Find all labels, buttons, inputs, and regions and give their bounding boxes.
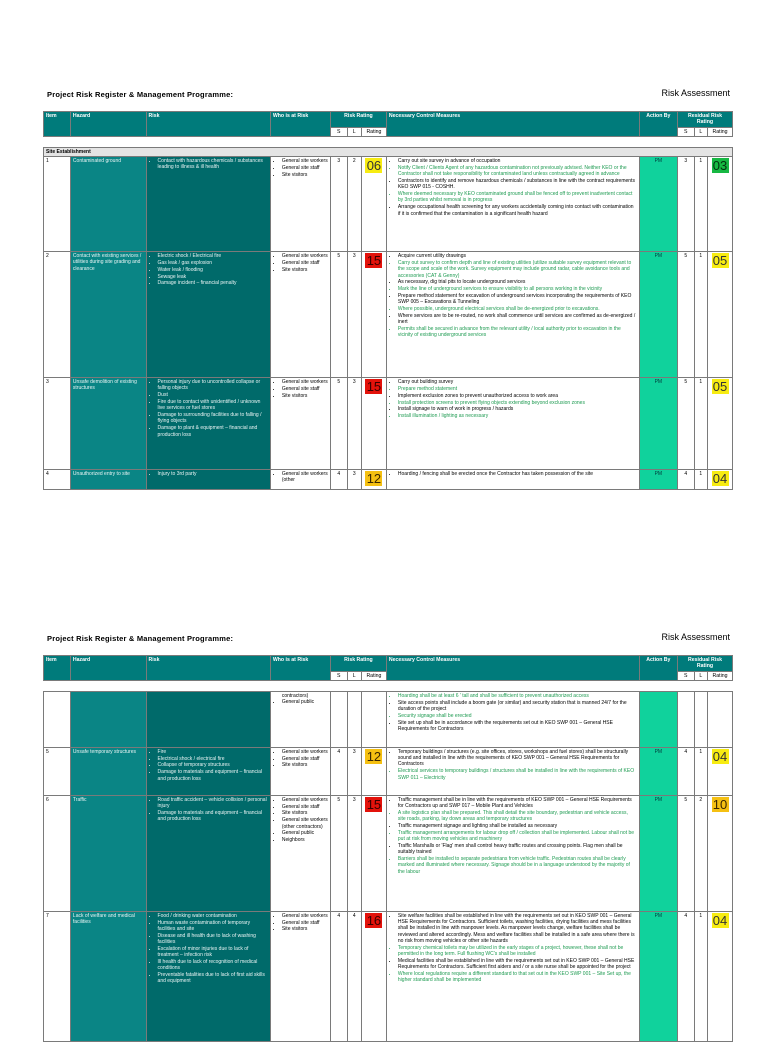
residual-rating-badge: 04 [712, 748, 728, 764]
who-item: • Neighbors [282, 837, 328, 843]
who-item: • General site staff [282, 804, 328, 810]
measures-list [389, 749, 637, 781]
measure-item: • A site logistics plan shall be prepared. This shall detail the site boundary, pedestrian and vehicle access, site roads, parking, lay down areas and temporary structures [398, 810, 637, 823]
who-item: • General site workers [282, 158, 328, 164]
measure-item: • Notify Client / Clients Agent of any hazardous contamination not previously advised. Neither KEO or the Contractor shall not take responsibility for contaminated land unless contractually agreed in advance [398, 165, 637, 178]
likelihood: 3 [347, 470, 362, 490]
col-s: S [330, 127, 347, 136]
who-item: • Site visitors [282, 926, 328, 932]
risk-item: • Disease and ill health due to lack of washing facilities [158, 933, 268, 946]
who-at-risk-cell [270, 747, 330, 795]
measure-item: • Barriers shall be installed to separate pedestrians from vehicle traffic. Pedestrian routes shall be clearly marked and illuminated where necessary. Signage should be in a language understood by the majority of the labour [398, 856, 637, 875]
measure-item: • Mark the line of underground services to ensure visibility to all persons working in the vicinity [398, 286, 637, 292]
measure-item: • Arrange occupational health screening for any workers accidentally coming into contact with contamination if it is confirmed that the contamination is a significant health hazard [398, 204, 637, 217]
residual-severity: 4 [678, 470, 695, 490]
col-hazard: Hazard [70, 656, 146, 681]
action-by-cell: PM [639, 252, 677, 378]
risk-item: • Dust [158, 392, 268, 398]
risk-rating-cell [362, 691, 387, 747]
col-residual-rating: Rating [708, 671, 733, 680]
risk-list [149, 913, 268, 985]
item-number: 3 [44, 378, 71, 470]
col-residual-s: S [678, 671, 695, 680]
hazard-cell: Unsafe temporary structures [70, 747, 146, 795]
risk-item: • Human waste contamination of temporary facilities and site [158, 920, 268, 933]
risk-item: • Collapse of temporary structures [158, 762, 268, 768]
risk-cell [146, 691, 270, 747]
measure-item: • Temporary chemical toilets may be utilized in the early stages of a project, however, these shall not be permitted in the long term. Full flushing WC's shall be installed [398, 945, 637, 958]
risk-item: • Electric shock / Electrical fire [158, 253, 268, 259]
measure-item: • Carry out building survey [398, 379, 637, 385]
risk-item: • Damage incident – financial penalty [158, 280, 268, 286]
col-action-by: Action By [639, 656, 677, 681]
likelihood [347, 691, 362, 747]
residual-rating-badge: 03 [712, 158, 728, 174]
residual-severity: 4 [678, 747, 695, 795]
residual-severity [678, 691, 695, 747]
col-risk: Risk [146, 656, 270, 681]
severity: 4 [330, 747, 347, 795]
risk-item: • Water leak / flooding [158, 267, 268, 273]
measure-item: • Where local regulations require a different standard to that set out in the KEO SWP 001 – Site Set up, the higher standard shall be implemented [398, 971, 637, 984]
col-l: L [347, 671, 362, 680]
measure-item: • Site access points shall include a boom gate (or similar) and security station that is manned 24/7 for the duration of the project [398, 700, 637, 713]
who-item: • General public [282, 699, 328, 705]
risk-item: • Food / drinking water contamination [158, 913, 268, 919]
measure-item: • Traffic management arrangements for labour drop off / collection shall be implemented. Labour shall not be put at risk from moving vehicles and machinery [398, 830, 637, 843]
hazard-cell: Unauthorized entry to site [70, 470, 146, 490]
control-measures-cell [386, 911, 639, 1041]
risk-rating-cell [362, 795, 387, 911]
document-type-2: Risk Assessment [661, 632, 730, 642]
risk-rating-badge: 16 [366, 912, 382, 928]
measure-item: • Prepare method statement for excavation of underground services incorporating the requirements of KEO SWP 005 – Excavations & Tunneling [398, 293, 637, 306]
likelihood: 4 [347, 911, 362, 1041]
measure-item: • Hoarding shall be at least 6 ' tall and shall be sufficient to prevent unauthorized access [398, 693, 637, 699]
col-residual: Residual Risk Rating [678, 656, 733, 672]
who-item: • General site staff [282, 260, 328, 266]
risk-item: • Damage to surrounding facilities due to falling / flying objects [158, 412, 268, 425]
measure-item: • As necessary, dig trial pits to locate underground services [398, 279, 637, 285]
table-row [44, 747, 733, 795]
who-item: • General public [282, 830, 328, 836]
measure-item: • Site welfare facilities shall be established in line with the requirements set out in KEO SWP 001 – General HSE Requirements for Contractors. Sufficient toilets, washing facilities, drying facilities and mess facilities shall be installed in line with manpower levels. As manpower levels change, welfare facilities shall be reviewed and altered accordingly. Mess and welfare facilities shall be installed in a safe area where there is no risk from moving vehicles or other site hazards [398, 913, 637, 944]
col-risk-rating: Risk Rating [330, 656, 386, 672]
risk-rating-badge: 15 [366, 253, 382, 269]
risk-list [149, 797, 268, 823]
col-rating: Rating [362, 127, 387, 136]
residual-severity: 5 [678, 252, 695, 378]
col-residual-s: S [678, 127, 695, 136]
residual-rating-badge: 10 [712, 796, 728, 812]
section-title: Site Establishment [44, 147, 733, 156]
who-at-risk-cell [270, 795, 330, 911]
risk-item: • Damage to plant & equipment – financial and production loss [158, 425, 268, 438]
hazard-cell [70, 691, 146, 747]
action-by-cell: PM [639, 378, 677, 470]
col-risk: Risk [146, 112, 270, 137]
risk-item: • Injury to 3rd party [158, 471, 268, 477]
col-who: Who is at Risk [270, 656, 330, 681]
risk-item: • Damage to materials and equipment – financial and production loss [158, 810, 268, 823]
measure-item: • Medical facilities shall be established in line with the requirements set out in KEO SWP 001 – General HSE Requirements for Contractors. Sufficient first aiders and / or a site nurse shall be appointed for the project [398, 958, 637, 971]
item-number: 2 [44, 252, 71, 378]
col-risk-rating: Risk Rating [330, 112, 386, 128]
measure-item: • Contractors to identify and remove hazardous chemicals / substances in line with the contract requirements KEO SWP 015 - COSHH. [398, 178, 637, 191]
residual-rating-badge: 05 [712, 379, 728, 395]
who-item: • General site workers [282, 749, 328, 755]
action-by-cell [639, 691, 677, 747]
who-item: • General site workers [282, 913, 328, 919]
who-item: • General site workers (other contractors) [282, 817, 328, 830]
risk-item: • Fire [158, 749, 268, 755]
residual-likelihood: 1 [694, 470, 707, 490]
residual-rating-cell [708, 691, 733, 747]
measure-item: • Traffic management shall be in line with the requirements of KEO SWP 001 – General HSE Requirements for Contractors up and SWP 017 – Mobile Plant and Vehicles [398, 797, 637, 810]
action-by-cell: PM [639, 795, 677, 911]
measures-list [389, 913, 637, 984]
measure-item: • Temporary buildings / structures (e.g. site offices, stores, workshops and fuel stores) shall be structurally sound and installed in line with the requirements of KEO SWP 001 – General HSE Requirements for Contractors [398, 749, 637, 768]
who-list [273, 699, 328, 705]
measure-item: • Traffic management signage and lighting shall be installed as necessary [398, 823, 637, 829]
severity: 4 [330, 470, 347, 490]
risk-item: • Sewage leak [158, 274, 268, 280]
who-item: • General site staff [282, 756, 328, 762]
who-at-risk-cell [270, 911, 330, 1041]
residual-rating-badge: 05 [712, 253, 728, 269]
item-number: 7 [44, 911, 71, 1041]
risk-rating-badge: 12 [366, 471, 382, 487]
severity: 5 [330, 795, 347, 911]
risk-item: • Contact with hazardous chemicals / substances leading to illness & ill health [158, 158, 268, 171]
risk-rating-badge: 15 [366, 379, 382, 395]
item-number: 1 [44, 157, 71, 252]
who-item: • Site visitors [282, 810, 328, 816]
who-item: • Site visitors [282, 762, 328, 768]
who-item: • Site visitors [282, 393, 328, 399]
residual-likelihood: 1 [694, 747, 707, 795]
hazard-cell: Lack of welfare and medical facilities [70, 911, 146, 1041]
table-row [44, 911, 733, 1041]
col-s: S [330, 671, 347, 680]
residual-severity: 4 [678, 911, 695, 1041]
severity [330, 691, 347, 747]
who-item: • General site workers [282, 379, 328, 385]
residual-rating-cell [708, 747, 733, 795]
risk-item: • Fire due to contact with unidentified / unknown live services or fuel stores [158, 399, 268, 412]
risk-item: • Gas leak / gas explosion [158, 260, 268, 266]
action-by-cell: PM [639, 157, 677, 252]
col-residual-l: L [694, 127, 707, 136]
who-at-risk-cell [270, 691, 330, 747]
measure-item: • Site set up shall be in accordance with the requirements set out in KEO SWP 001 – General HSE Requirements for Contractors [398, 720, 637, 733]
col-item: Item [44, 656, 71, 681]
measure-item: • Carry out site survey in advance of occupation [398, 158, 637, 164]
document-type: Risk Assessment [661, 88, 730, 98]
item-number: 4 [44, 470, 71, 490]
risk-item: • Electrical shock / electrical fire [158, 756, 268, 762]
document-header-2 [0, 634, 768, 648]
risk-cell [146, 747, 270, 795]
table-row [44, 691, 733, 747]
action-by-cell: PM [639, 747, 677, 795]
document-title-2: Project Risk Register & Management Programme: [47, 634, 234, 643]
document-title: Project Risk Register & Management Programme: [47, 90, 234, 99]
control-measures-cell [386, 691, 639, 747]
likelihood: 2 [347, 157, 362, 252]
likelihood: 3 [347, 795, 362, 911]
risk-rating-cell [362, 911, 387, 1041]
col-measures: Necessary Control Measures [386, 112, 639, 137]
item-number [44, 691, 71, 747]
residual-rating-badge: 04 [712, 471, 728, 487]
col-l: L [347, 127, 362, 136]
risk-rating-badge: 15 [366, 796, 382, 812]
residual-likelihood: 2 [694, 795, 707, 911]
severity: 3 [330, 157, 347, 252]
risk-item: • Ill health due to lack of recognition of medical conditions [158, 959, 268, 972]
residual-likelihood: 1 [694, 252, 707, 378]
col-rating: Rating [362, 671, 387, 680]
residual-likelihood: 1 [694, 157, 707, 252]
action-by-cell: PM [639, 911, 677, 1041]
likelihood: 3 [347, 747, 362, 795]
risk-cell [146, 911, 270, 1041]
who-item: • General site staff [282, 165, 328, 171]
risk-item: • Personal injury due to uncontrolled collapse or falling objects [158, 379, 268, 392]
col-item: Item [44, 112, 71, 137]
residual-likelihood: 1 [694, 378, 707, 470]
risk-cell [146, 795, 270, 911]
hazard-cell: Traffic [70, 795, 146, 911]
risk-rating-badge: 12 [366, 748, 382, 764]
who-item: • General site workers (other [282, 471, 328, 484]
measures-list [389, 693, 637, 732]
residual-severity: 3 [678, 157, 695, 252]
residual-rating-cell [708, 911, 733, 1041]
action-by-cell: PM [639, 470, 677, 490]
measure-item: • Security signage shall be erected [398, 713, 637, 719]
risk-item: • Damage to materials and equipment – financial and production loss [158, 769, 268, 782]
severity: 5 [330, 378, 347, 470]
severity: 5 [330, 252, 347, 378]
col-measures: Necessary Control Measures [386, 656, 639, 681]
item-number: 5 [44, 747, 71, 795]
table-row [44, 795, 733, 911]
risk-item: • Preventable fatalities due to lack of first aid skills and equipment [158, 972, 268, 985]
who-list [273, 913, 328, 933]
risk-rating-badge: 06 [366, 158, 382, 174]
risk-item: • Escalation of minor injuries due to lack of treatment – infection risk [158, 946, 268, 959]
col-action-by: Action By [639, 112, 677, 137]
measure-item: • Where services are to be re-routed, no work shall commence until services are confirmed as de-energized / inert [398, 313, 637, 326]
col-residual-l: L [694, 671, 707, 680]
risk-list [149, 749, 268, 782]
likelihood: 3 [347, 378, 362, 470]
likelihood: 3 [347, 252, 362, 378]
residual-likelihood: 1 [694, 911, 707, 1041]
hazard-cell: Contact with existing services / utilities during site grading and clearance [70, 252, 146, 378]
measure-item: • Hoarding / fencing shall be erected once the Contractor has taken possession of the site [398, 471, 637, 477]
col-who: Who is at Risk [270, 112, 330, 137]
who-item: • General site staff [282, 386, 328, 392]
hazard-cell: Contaminated ground [70, 157, 146, 252]
who-item: • General site staff [282, 920, 328, 926]
residual-severity: 5 [678, 378, 695, 470]
col-residual: Residual Risk Rating [678, 112, 733, 128]
who-list [273, 797, 328, 844]
severity: 4 [330, 911, 347, 1041]
who-item: • Site visitors [282, 267, 328, 273]
table-header-row-2 [44, 656, 733, 672]
who-item: • Site visitors [282, 172, 328, 178]
who-list [273, 749, 328, 769]
measure-item: • Where possible, underground electrical services shall be de-energized prior to excavations. [398, 306, 637, 312]
item-number: 6 [44, 795, 71, 911]
measure-item: • Carry out survey to confirm depth and line of existing utilities (utilize suitable survey equipment relevant to the scope and scale of the work. Survey equipment may include ground radar, cable avoidance tools and accessories (CAT & Genny) [398, 260, 637, 279]
who-item: • General site workers [282, 797, 328, 803]
measure-item: • Electrical services to temporary buildings / structures shall be installed in line with the requirements of KEO SWP 011 – Electricity [398, 768, 637, 781]
measure-item: • Implement exclusion zones to prevent unauthorized access to work area [398, 393, 637, 399]
measure-item: • Where deemed necessary by KEO contaminated ground shall be fenced off to prevent inadvertent contact by 3rd parties whilst removal is in progress [398, 191, 637, 204]
measure-item: • Install signage to warn of work in progress / hazards [398, 406, 637, 412]
hazard-cell: Unsafe demolition of existing structures [70, 378, 146, 470]
risk-rating-cell [362, 747, 387, 795]
residual-rating-badge: 04 [712, 912, 728, 928]
risk-item: • Road traffic accident – vehicle collision / personal injury [158, 797, 268, 810]
measure-item: • Install illumination / lighting as necessary [398, 413, 637, 419]
who-continued: contractors) [281, 692, 309, 699]
control-measures-cell [386, 747, 639, 795]
control-measures-cell [386, 795, 639, 911]
risk-register-table-2 [43, 655, 733, 1042]
residual-severity: 5 [678, 795, 695, 911]
col-residual-rating: Rating [708, 127, 733, 136]
residual-likelihood [694, 691, 707, 747]
measure-item: • Prepare method statement [398, 386, 637, 392]
residual-rating-cell [708, 795, 733, 911]
measures-list [389, 797, 637, 875]
measure-item: • Traffic Marshalls or 'Flag' men shall control heavy traffic routes and crossing points. Flag men shall be suitably trained [398, 843, 637, 856]
measure-item: • Acquire current utility drawings [398, 253, 637, 259]
measure-item: • Permits shall be secured in advance from the relevant utility / local authority prior to excavation in the vicinity of existing underground services [398, 326, 637, 339]
col-hazard: Hazard [70, 112, 146, 137]
measure-item: • Install protection screens to prevent flying objects extending beyond exclusion zones [398, 400, 637, 406]
who-item: • General site workers [282, 253, 328, 259]
